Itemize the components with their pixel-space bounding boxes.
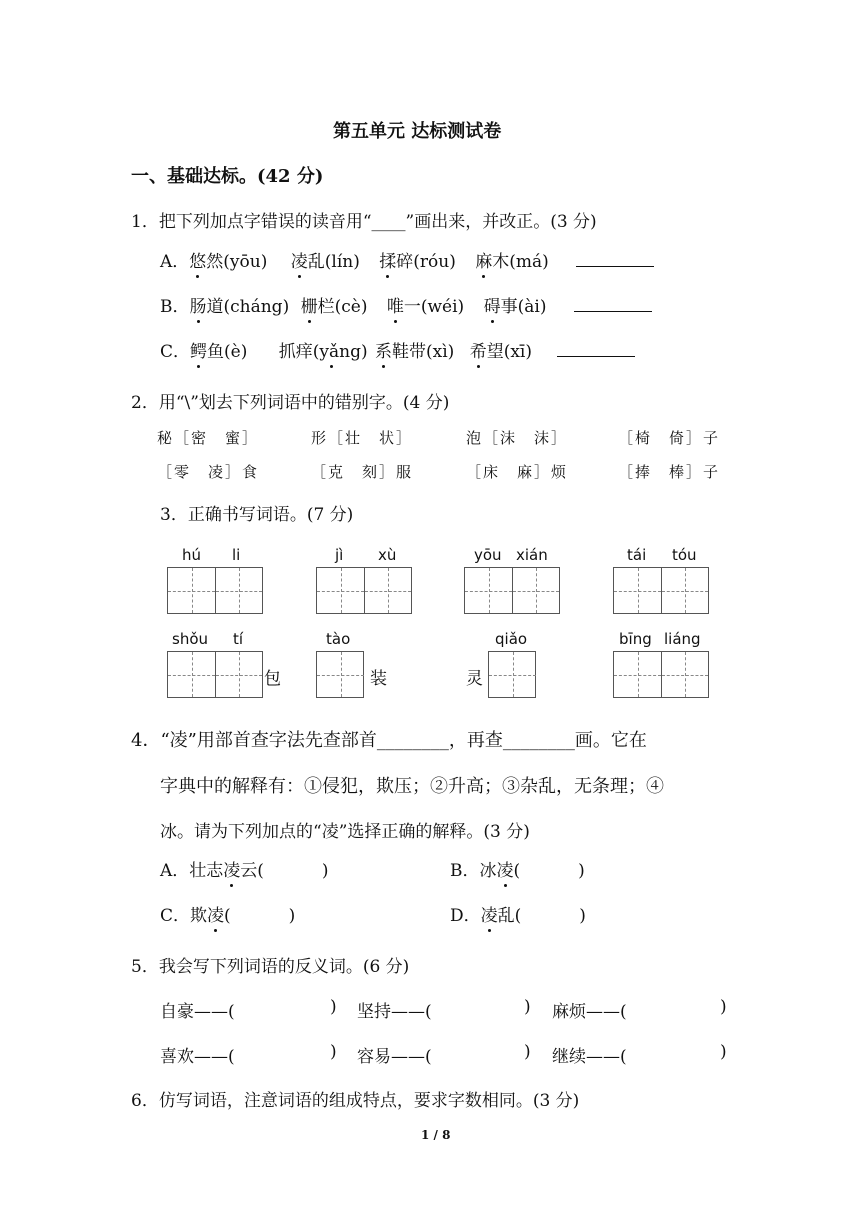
dotted-char: 碍	[484, 292, 501, 317]
dotted-char: 凌	[481, 901, 498, 926]
q5-close: )	[720, 1042, 727, 1062]
dotted-char: 希	[470, 337, 487, 362]
q1-row-a: A．悠然(yōu) 凌乱(lín) 揉碎(róu) 麻木(má)	[160, 247, 654, 272]
dotted-char: 凌	[207, 901, 224, 926]
pinyin: yōu	[474, 546, 502, 564]
writing-box[interactable]	[613, 651, 709, 698]
dotted-char: 凌	[497, 856, 514, 881]
dotted-char: 悠	[189, 247, 206, 272]
pinyin: jì	[335, 546, 344, 564]
section-heading: 一、基础达标。(42 分)	[131, 166, 324, 187]
q4-option-b: B．冰凌( )	[450, 856, 585, 881]
q5-prompt: 5．我会写下列词语的反义词。(6 分)	[131, 957, 410, 977]
q4-option-d: D．凌乱( )	[450, 901, 586, 926]
pinyin: li	[232, 546, 241, 564]
fixed-char: 包	[264, 669, 281, 689]
dotted-char: 凌	[291, 247, 308, 272]
q5-close: )	[524, 997, 531, 1017]
q5-close: )	[330, 1042, 337, 1062]
answer-blank[interactable]	[574, 295, 652, 312]
dotted-char: 鳄	[190, 337, 207, 362]
pinyin: hú	[182, 546, 202, 564]
fixed-char: 装	[370, 669, 387, 689]
pinyin: tái	[627, 546, 647, 564]
pinyin: tào	[326, 630, 351, 648]
writing-box[interactable]	[316, 651, 364, 698]
dotted-char: 栅	[301, 292, 318, 317]
q4-option-a: A．壮志凌云( )	[160, 856, 329, 881]
dotted-char: 麻	[475, 247, 492, 272]
q2-word: ［克 刻］服	[311, 463, 414, 481]
pinyin: bīng	[619, 630, 652, 648]
answer-blank[interactable]	[576, 250, 654, 267]
q3-prompt: 3．正确书写词语。(7 分)	[160, 505, 354, 525]
dotted-char: 痒(yǎng)	[296, 337, 368, 362]
q2-word: 形［壮 状］	[311, 429, 414, 447]
q5-item: 坚持——(	[357, 1002, 432, 1022]
q5-item: 容易——(	[357, 1047, 432, 1067]
q2-word: ［捧 棒］子	[618, 463, 721, 481]
page-number: 1 / 8	[421, 1128, 451, 1142]
q2-word: ［床 麻］烦	[466, 463, 569, 481]
q5-item: 继续——(	[552, 1047, 627, 1067]
dotted-char: 系	[375, 337, 392, 362]
q2-prompt: 2．用“\”划去下列词语中的错别字。(4 分)	[131, 393, 450, 413]
pinyin: tí	[233, 630, 244, 648]
q5-close: )	[720, 997, 727, 1017]
pinyin: shǒu	[172, 630, 209, 648]
writing-box[interactable]	[167, 651, 263, 698]
q5-close: )	[330, 997, 337, 1017]
pinyin: qiǎo	[495, 630, 528, 648]
q1-row-c: C．鳄鱼(è) 抓痒(yǎng) 系鞋带(xì) 希望(xī)	[160, 337, 635, 362]
pinyin: liáng	[664, 630, 701, 648]
q5-item: 麻烦——(	[552, 1002, 627, 1022]
pinyin: tóu	[672, 546, 697, 564]
pinyin: xián	[516, 546, 548, 564]
q2-word: ［零 凌］食	[157, 463, 260, 481]
q1-prompt: 1．把下列加点字错误的读音用“____”画出来，并改正。(3 分)	[131, 212, 597, 232]
writing-box[interactable]	[316, 567, 412, 614]
q4-line: 4．“凌”用部首查字法先查部首________，再查________画。它在	[131, 730, 647, 751]
q1-row-b: B．肠道(cháng) 栅栏(cè) 唯一(wéi) 碍事(ài)	[160, 292, 652, 317]
q4-option-c: C．欺凌( )	[160, 901, 295, 926]
dotted-char: 唯	[387, 292, 404, 317]
writing-box[interactable]	[167, 567, 263, 614]
q5-item: 喜欢——(	[160, 1047, 235, 1067]
q2-word: 秘［密 蜜］	[157, 429, 260, 447]
page-title: 第五单元 达标测试卷	[333, 121, 502, 142]
dotted-char: 揉	[379, 247, 396, 272]
answer-blank[interactable]	[557, 340, 635, 357]
q6-prompt: 6．仿写词语，注意词语的组成特点，要求字数相同。(3 分)	[131, 1091, 580, 1111]
writing-box[interactable]	[613, 567, 709, 614]
q5-item: 自豪——(	[160, 1002, 235, 1022]
writing-box[interactable]	[488, 651, 536, 698]
q5-close: )	[524, 1042, 531, 1062]
pinyin: xù	[378, 546, 397, 564]
dotted-char: 肠	[190, 292, 207, 317]
q2-word: ［椅 倚］子	[618, 429, 721, 447]
q2-word: 泡［沫 沫］	[466, 429, 569, 447]
writing-box[interactable]	[464, 567, 560, 614]
fixed-char: 灵	[466, 669, 483, 689]
q1-label-b: B．	[160, 297, 190, 317]
q1-label-c: C．	[160, 342, 191, 362]
q4-line: 字典中的解释有：①侵犯，欺压；②升高；③杂乱，无条理；④	[160, 776, 664, 797]
q4-line: 冰。请为下列加点的“凌”选择正确的解释。(3 分)	[160, 822, 530, 842]
q1-label-a: A．	[160, 252, 190, 272]
dotted-char: 凌	[223, 856, 240, 881]
